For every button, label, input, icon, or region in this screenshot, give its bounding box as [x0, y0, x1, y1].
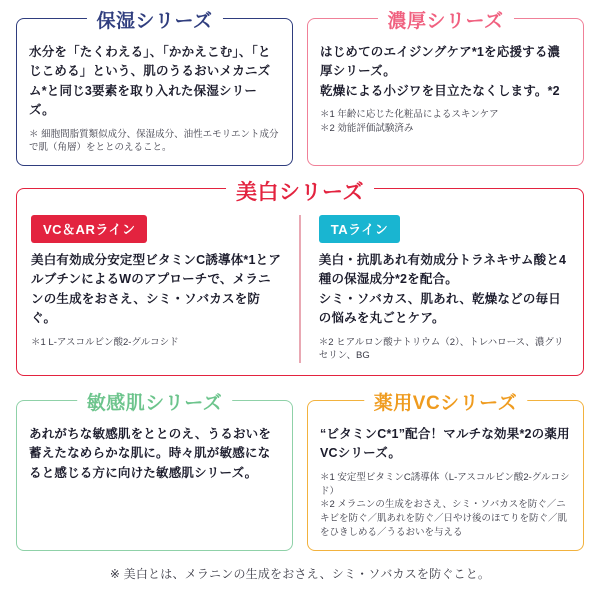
whitening-column-divider [299, 215, 301, 363]
series-row-top [16, 11, 584, 166]
whitening-ta-body: 美白・抗肌あれ有効成分トラネキサム酸と4種の保湿成分*2を配合。 シミ・ソバカス、肌あれ、乾燥などの毎日の悩みを丸ごとケア。 [318, 253, 567, 326]
card-whitening-title: 美白シリーズ [226, 176, 374, 206]
card-whitening-series [16, 181, 584, 376]
tag-vcar-line: VC＆ARライン [31, 215, 147, 243]
card-rich-title: 濃厚シリーズ [377, 6, 513, 33]
series-row-bottom [16, 393, 584, 551]
tag-ta-line: TAライン [319, 215, 400, 243]
card-moisture-title: 保湿シリーズ [86, 6, 222, 33]
card-medicated-vc-title: 薬用VCシリーズ [364, 388, 527, 415]
whitening-vcar-body: 美白有効成分安定型ビタミンC誘導体*1とアルブチンによるWのアプローチで、メラニンの生成をおさえ、シミ・ソバカスを防ぐ。 [31, 253, 282, 326]
card-rich-series [307, 11, 584, 166]
card-sensitive-body: あれがちな敏感肌をととのえ、うるおいを蓄えたなめらかな肌に。時々肌が敏感になると感じる方に向けた敏感肌シリーズ。 [29, 427, 272, 480]
card-rich-body: はじめてのエイジングケア*1を応援する濃厚シリーズ。 乾燥による小ジワを目立たなくします。*2 [320, 45, 561, 98]
card-moisture-series [16, 11, 293, 166]
card-moisture-body: 水分を「たくわえる」、「かかえこむ」、「とじこめる」という、肌のうるおいメカニズム*と同じ3要素を取り入れた保湿シリーズ。 [29, 45, 271, 118]
whitening-column-ta [319, 215, 569, 363]
card-sensitive-series [16, 393, 293, 551]
card-moisture-note: ＊ 細胞間脂質類似成分、保湿成分、油性エモリエント成分で肌（角層）をととのえること。 [29, 128, 279, 154]
card-rich-note: ＊1 年齢に応じた化粧品によるスキンケア ＊2 効能評価試験済み [320, 109, 499, 134]
card-medicated-vc-series [307, 393, 584, 551]
card-medicated-vc-note: ＊1 安定型ビタミンC誘導体（L-アスコルビン酸2-グルコシド） ＊2 メラニンの生成をおさえ、シミ・ソバカスを防ぐ／ニキビを防ぐ／肌あれを防ぐ／日やけ後のほてりを防ぐ／肌をひきしめる／うるおいを与える [320, 471, 570, 538]
footer-disclaimer: ※ 美白とは、メラニンの生成をおさえ、シミ・ソバカスを防ぐこと。 [109, 566, 491, 581]
card-sensitive-title: 敏感肌シリーズ [77, 388, 233, 415]
whitening-columns [31, 215, 569, 363]
card-medicated-vc-body: “ビタミンC*1”配合！マルチな効果*2の薬用VCシリーズ。 [320, 427, 570, 461]
whitening-ta-note: ＊2 ヒアルロン酸ナトリウム（2）、トレハロース、濃グリセリン、BG [318, 336, 564, 362]
whitening-vcar-note: ＊1 L-アスコルビン酸2-グルコシド [31, 336, 179, 348]
whitening-column-vcar [31, 215, 281, 363]
